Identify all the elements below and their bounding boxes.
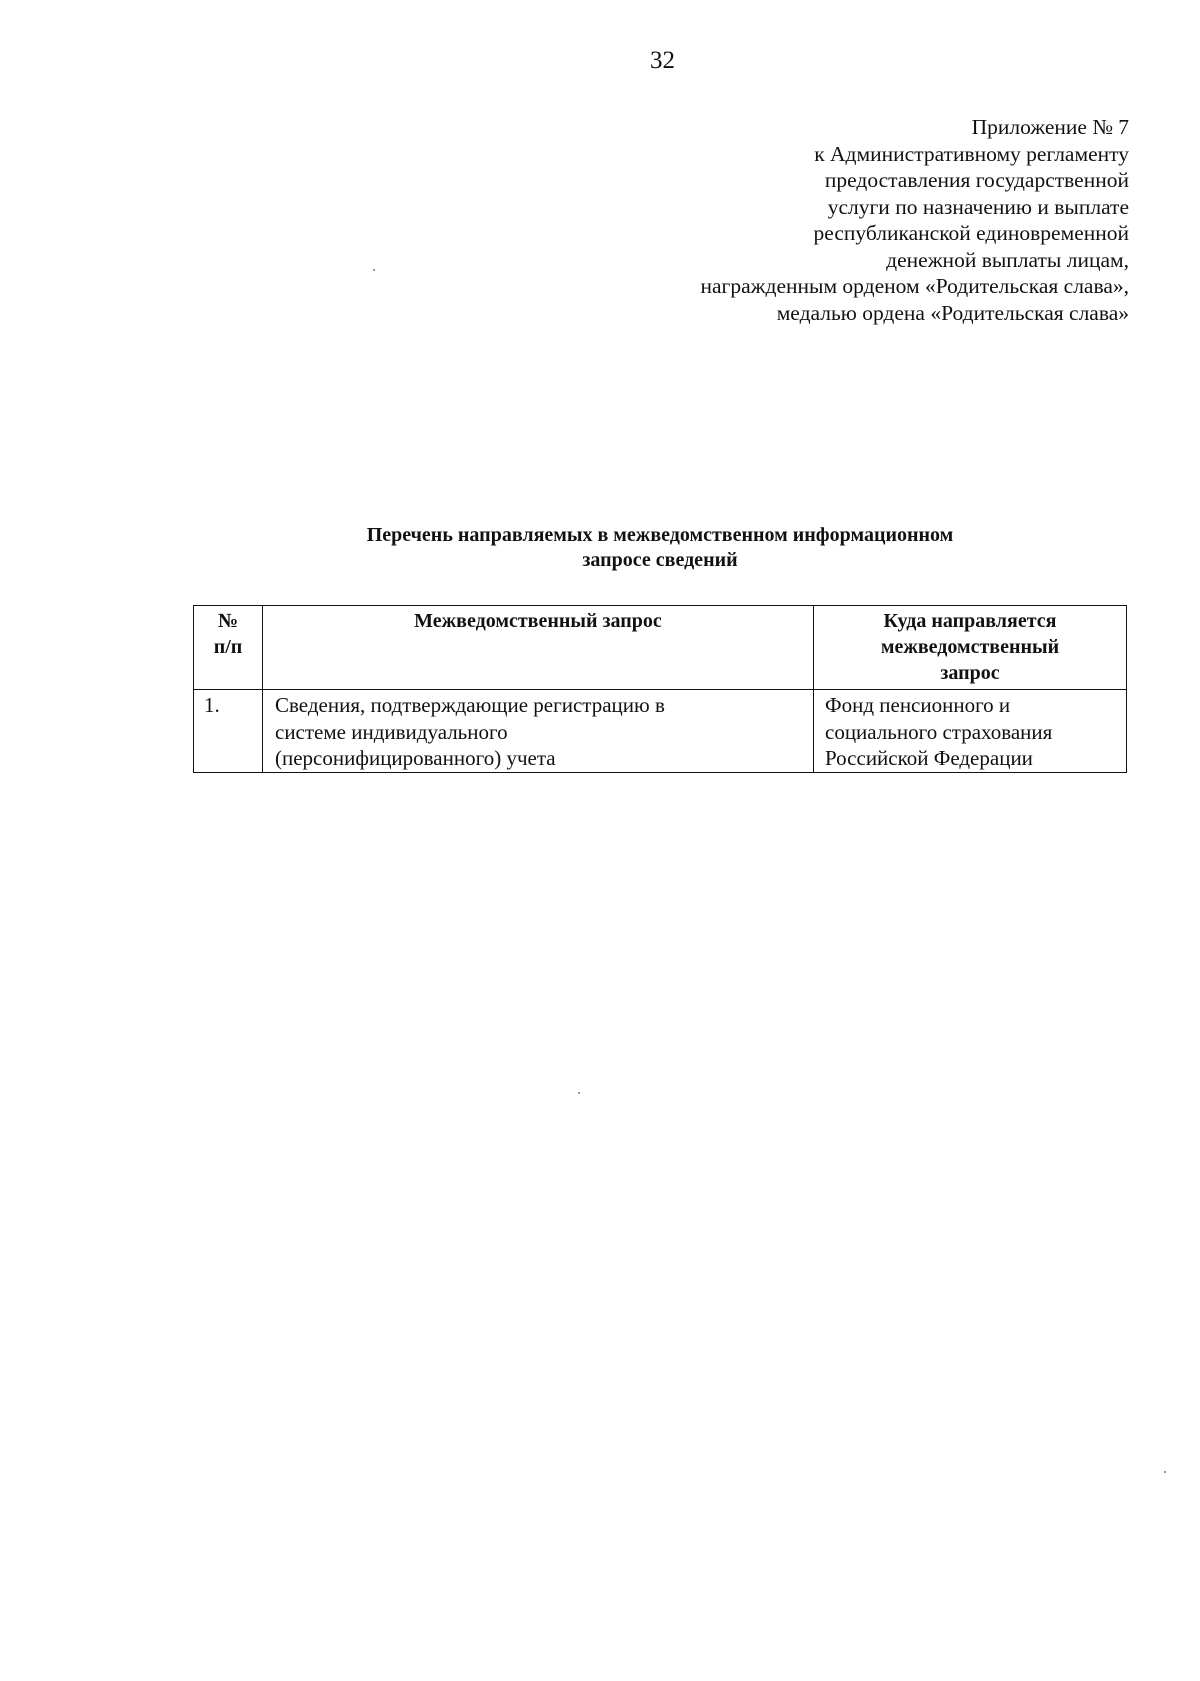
appendix-line: республиканской единовременной	[813, 221, 1129, 245]
appendix-line: Приложение № 7	[971, 115, 1129, 139]
table-header-row	[194, 606, 1127, 690]
cell-destination-line: Российской Федерации	[825, 746, 1033, 770]
cell-destination-line: социального страхования	[825, 719, 1053, 744]
header-destination-line: Куда направляется	[883, 610, 1057, 632]
appendix-header	[569, 114, 1129, 326]
header-destination-line: запрос	[940, 662, 1000, 684]
table-row	[194, 690, 1127, 773]
cell-request-line: (персонифицированного) учета	[275, 746, 556, 770]
appendix-line: предоставления государственной	[824, 168, 1129, 192]
page-number: 32	[650, 47, 675, 74]
scan-speck	[578, 1092, 580, 1094]
cell-request-line: системе индивидуального	[275, 719, 508, 744]
cell-num: 1.	[194, 690, 263, 773]
appendix-line: награжденным орденом «Родительская слава»,	[700, 274, 1129, 298]
header-num	[194, 606, 263, 690]
request-table	[193, 605, 1127, 773]
cell-destination-line: Фонд пенсионного и	[825, 693, 1011, 717]
header-destination-line: межведомственный	[880, 636, 1060, 658]
header-num-line: №	[217, 610, 239, 632]
cell-request-line: Сведения, подтверждающие регистрацию в	[275, 693, 665, 717]
header-request-line: Межведомственный запрос	[414, 610, 662, 632]
appendix-line: к Административному регламенту	[814, 141, 1129, 166]
scan-speck	[1164, 1471, 1166, 1473]
header-request	[263, 606, 814, 690]
appendix-line: услуги по назначению и выплате	[827, 194, 1129, 219]
cell-request	[263, 690, 814, 773]
appendix-line: денежной выплаты лицам,	[886, 247, 1129, 272]
cell-destination	[814, 690, 1127, 773]
scan-speck	[373, 269, 375, 271]
appendix-line: медалью ордена «Родительская слава»	[776, 300, 1129, 325]
header-num-line: п/п	[213, 636, 243, 658]
title-line: запросе сведений	[582, 549, 738, 571]
title-line: Перечень направляемых в межведомственном информационном	[366, 524, 954, 546]
header-destination	[814, 606, 1127, 690]
document-title	[250, 523, 1070, 573]
